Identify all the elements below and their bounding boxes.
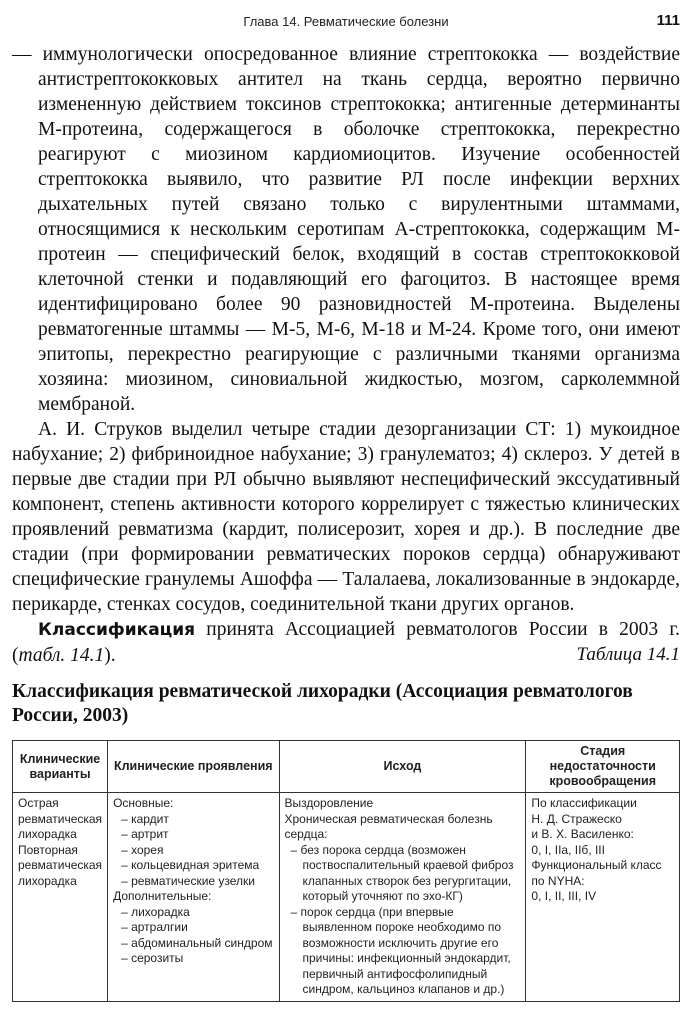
cell-outcome (279, 793, 526, 1002)
bullet-paragraph: — иммунологически опосредованное влияние стрептококка — воздействие антистрептококковых антител на ткань сердца, вероятно первично измененную действием токсинов стрептококка; антигенные детерминанты М-протеина, содержащегося в оболочке стрептококка, перекрестно реагируют с миозином кардиомиоцитов. Изучение особенностей стрептококка выявило, что развитие РЛ после инфекции верхних дыхательных путей связано только с вирулентными штаммами, относящимися к нескольким серотипам А-стрептококка, содержащим М-протеин — специфический белок, входящий в состав стрептококковой клеточной стенки и подавляющий его фагоцитоз. В настоящее время идентифицировано более 90 разновидностей М-протеина. Выделены ревматогенные штаммы — М-5, М-6, М-18 и М-24. Кроме того, они имеют эпитопы, перекрестно реагирующие с различными тканями организма хозяина: миозином, синовиальной жидкостью, мозгом, сарколеммной мембраной. (12, 44, 680, 415)
list-item: – лихорадка (113, 905, 273, 921)
outcome-recovery: Выздоровление (284, 796, 374, 810)
classification-table (12, 740, 680, 1002)
cell-manifestations (108, 793, 279, 1002)
classification-end: ). (104, 645, 116, 666)
stage-line: 0, I, IIа, IIб, III (531, 842, 605, 857)
header-manifestations: Клинические проявления (108, 741, 279, 793)
list-item: – порок сердца (при впервые выявленном пороке необходимо по возможности исключить другие его причины: инфекционный эндокардит, первичный антифосфолипидный синдром, кальциноз клапанов и др.) (285, 905, 521, 998)
header-outcome: Исход (279, 741, 526, 793)
cell-stage (526, 793, 680, 1002)
list-item: – хорея (113, 843, 273, 859)
stage-line: по NYHA: (531, 873, 585, 888)
stage-line: Н. Д. Стражеско (531, 811, 622, 826)
body-text (12, 42, 680, 668)
list-item: – серозиты (113, 951, 273, 967)
outcome-list (285, 843, 521, 998)
additional-label: Дополнительные: (113, 889, 212, 903)
paragraph-strukov: А. И. Струков выделил четыре стадии дезорганизации СТ: 1) мукоидное набухание; 2) фибриноидное набухание; 3) гранулематоз; 4) склероз. У детей в первые две стадии при РЛ обычно выявляют неспецифический экссудативный компонент, степень активности которого коррелирует с тяжестью клинических проявлений ревматизма (кардит, полисерозит, хорея и др.). В последние две стадии (при формировании ревматических пороков сердца) обнаруживают специфические гранулемы Ашоффа — Талалаева, локализованные в эндокарде, перикарде, стенках сосудов, соединительной ткани других органов. (12, 419, 680, 615)
table-header-row (13, 741, 680, 793)
variant-repeated: Повторная ревматическая лихорадка (18, 842, 103, 888)
main-label: Основные: (113, 796, 174, 810)
table-row (13, 793, 680, 1002)
additional-list (113, 905, 273, 967)
header-variants: Клинические варианты (13, 741, 108, 793)
stage-line: По классификации (531, 796, 637, 810)
list-item: – ревматические узелки (113, 874, 273, 890)
list-item: – кардит (113, 812, 273, 828)
list-item: – артралгии (113, 920, 273, 936)
list-item: – без порока сердца (возможен поствоспалительный краевой фиброз клапанных створок без регургитации, который уточняют по эхо-КГ) (285, 843, 521, 905)
page-number: 111 (656, 12, 680, 29)
classification-keyword: Классификация (38, 620, 196, 640)
cell-variants (13, 793, 108, 1002)
stage-line: и В. Х. Василенко: (531, 827, 634, 841)
main-list (113, 812, 273, 890)
table-reference: табл. 14.1 (18, 645, 105, 666)
outcome-chronic: Хроническая ревматическая болезнь сердца: (284, 811, 493, 841)
stage-line: 0, I, II, III, IV (531, 889, 597, 903)
list-item: – абдоминальный синдром (113, 936, 273, 952)
variant-acute: Острая ревматическая лихорадка (18, 796, 103, 841)
table-title: Классификация ревматической лихорадки (Ассоциация ревматологов России, 2003) (12, 681, 633, 726)
list-item: – кольцевидная эритема (113, 858, 273, 874)
table-label: Таблица 14.1 (576, 644, 680, 665)
classification-text: принята Ассоциацией ревматологов России в 2003 г. ( (12, 619, 680, 666)
header-stage: Стадия недостаточности кровообращения (526, 741, 680, 793)
chapter-title: Глава 14. Ревматические болезни (243, 14, 449, 29)
stage-line: Функциональный класс (531, 858, 662, 872)
running-head (0, 10, 692, 34)
list-item: – артрит (113, 827, 273, 843)
